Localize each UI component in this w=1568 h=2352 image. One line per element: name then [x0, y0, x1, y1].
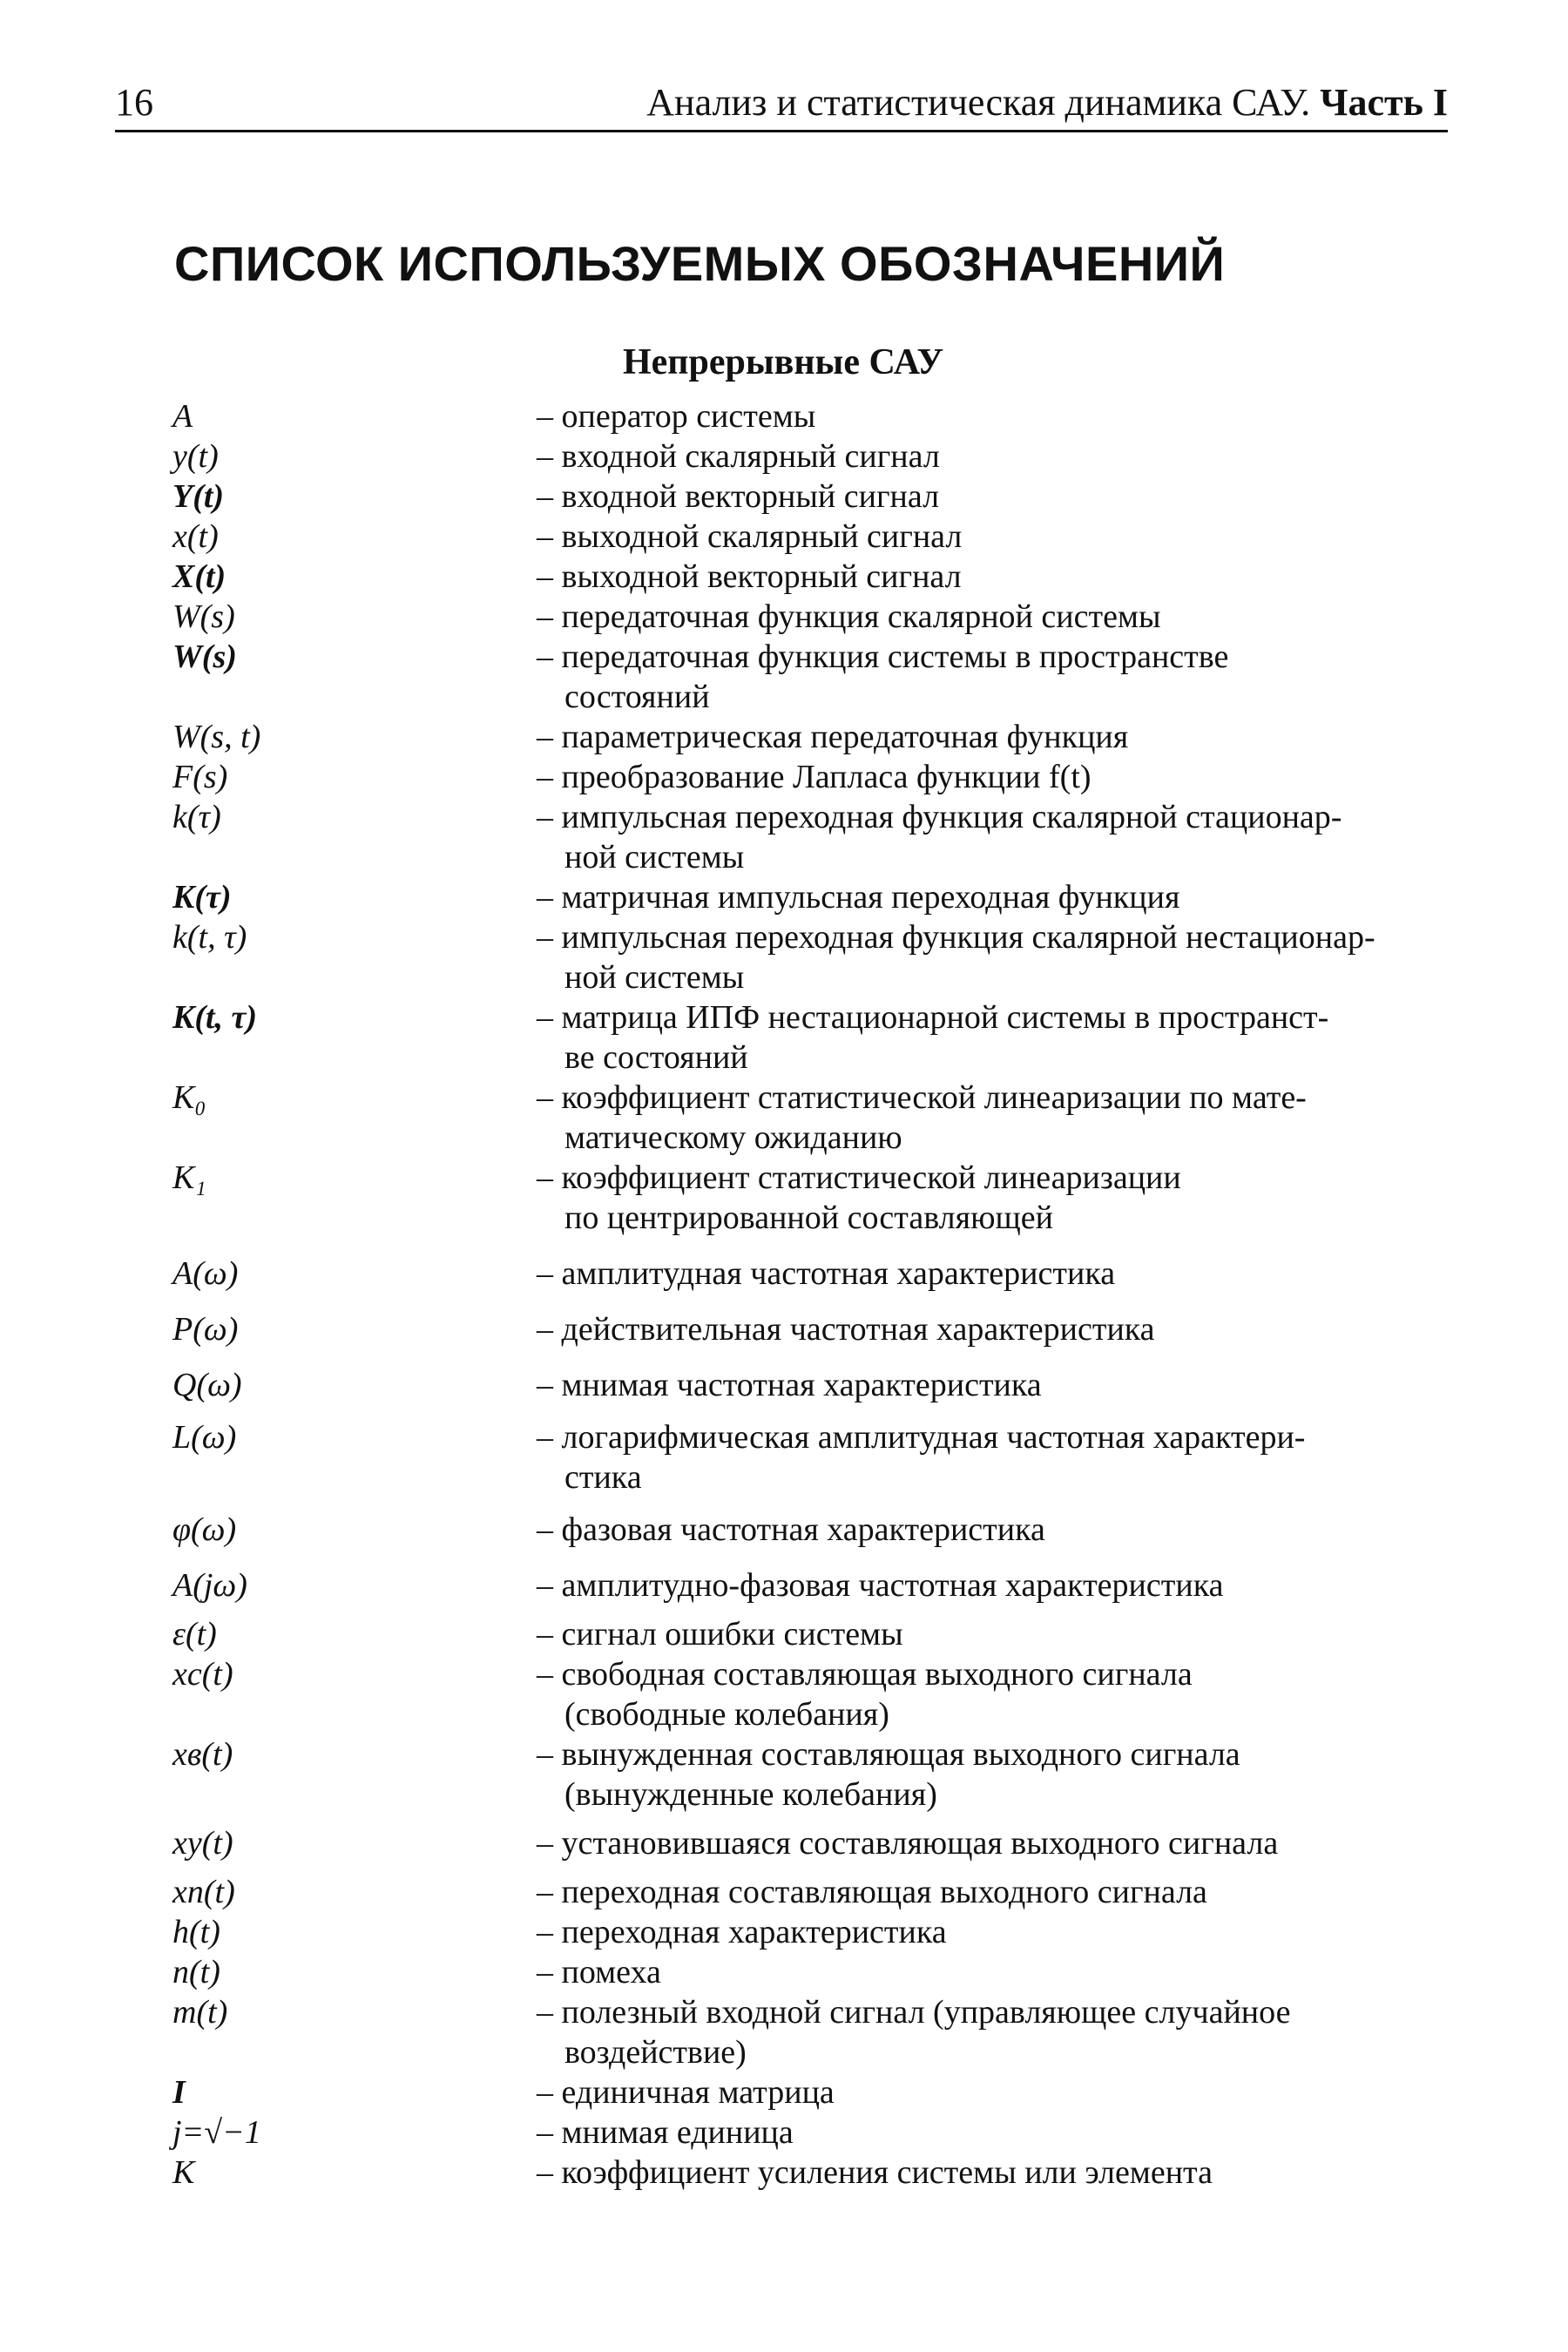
running-header: [115, 80, 1448, 132]
notation-description: [537, 1254, 1436, 1294]
notation-row: [172, 1734, 1436, 1815]
notation-row: [172, 1952, 1436, 1992]
notation-description: [537, 2072, 1436, 2112]
running-title: [646, 80, 1448, 125]
notation-symbol: xв(t): [172, 1736, 233, 1773]
notation-symbol: x(t): [172, 518, 219, 555]
description-line: – амплитудно-фазовая частотная характеристика: [537, 1567, 1224, 1604]
description-line: – матричная импульсная переходная функция: [537, 879, 1180, 916]
page-number: 16: [115, 81, 153, 124]
running-title-part: Часть I: [1320, 81, 1448, 124]
notation-row: [172, 997, 1436, 1078]
notation-symbol: h(t): [172, 1914, 220, 1950]
notation-description: [537, 917, 1436, 997]
page-title: СПИСОК ИСПОЛЬЗУЕМЫХ ОБОЗНАЧЕНИЙ: [174, 236, 1226, 291]
notation-description: [537, 1565, 1436, 1605]
notation-symbol: A(ω): [172, 1255, 239, 1292]
notation-row: [172, 1309, 1436, 1349]
notation-description: [537, 1158, 1436, 1238]
notation-row: [172, 1158, 1436, 1238]
notation-row: [172, 2072, 1436, 2112]
notation-row: [172, 476, 1436, 517]
running-title-text: Анализ и статистическая динамика САУ.: [646, 81, 1311, 124]
notation-row: [172, 1078, 1436, 1158]
description-line: – сигнал ошибки системы: [537, 1616, 903, 1652]
notation-symbol: m(t): [172, 1994, 228, 2031]
notation-description: [537, 1614, 1436, 1654]
notation-symbol: xу(t): [172, 1825, 233, 1862]
description-line: – свободная составляющая выходного сигнала: [537, 1656, 1193, 1693]
notation-row: [172, 1614, 1436, 1654]
notation-description: [537, 1654, 1436, 1734]
notation-symbol: P(ω): [172, 1311, 239, 1348]
notation-description: [537, 1872, 1436, 1912]
notation-symbol: A(jω): [172, 1567, 247, 1604]
notation-symbol: xс(t): [172, 1656, 233, 1693]
description-line: матическому ожиданию: [564, 1119, 902, 1156]
notation-row: [172, 2153, 1436, 2193]
notation-symbol: K(t, τ): [172, 999, 258, 1036]
notation-symbol: K₁: [172, 1159, 206, 1196]
notation-symbol: W(s): [172, 598, 235, 635]
notation-description: [537, 1365, 1436, 1405]
description-line: – коэффициент усиления системы или элемента: [537, 2154, 1213, 2191]
description-line: ве состояний: [564, 1039, 748, 1076]
description-line: ной системы: [564, 959, 745, 996]
notation-description: [537, 1823, 1436, 1863]
notation-description: [537, 1734, 1436, 1815]
notation-symbol: j=√−1: [172, 2114, 261, 2151]
description-line: – передаточная функция системы в пространстве: [537, 639, 1229, 675]
description-line: – единичная матрица: [537, 2074, 835, 2111]
description-line: – мнимая частотная характеристика: [537, 1367, 1042, 1403]
description-line: – выходной векторный сигнал: [537, 558, 962, 595]
description-line: – коэффициент статистической линеаризации по мате-: [537, 1079, 1307, 1116]
notation-description: [537, 517, 1436, 557]
description-line: – фазовая частотная характеристика: [537, 1511, 1045, 1548]
description-line: по центрированной составляющей: [564, 1200, 1053, 1236]
description-line: – импульсная переходная функция скалярной нестационар-: [537, 919, 1375, 956]
notation-row: [172, 517, 1436, 557]
description-line: – входной скалярный сигнал: [537, 438, 940, 475]
notation-description: [537, 1912, 1436, 1952]
notation-symbol: X(t): [172, 558, 226, 595]
description-line: воздействие): [564, 2034, 747, 2071]
notation-description: [537, 997, 1436, 1078]
description-line: – передаточная функция скалярной системы: [537, 598, 1161, 635]
notation-row: [172, 1872, 1436, 1912]
notation-row: [172, 1823, 1436, 1863]
notation-symbol: ε(t): [172, 1616, 217, 1652]
notation-row: [172, 1565, 1436, 1605]
notation-description: [537, 797, 1436, 877]
notation-row: [172, 436, 1436, 476]
notation-symbol: I: [172, 2074, 186, 2111]
notation-row: [172, 1254, 1436, 1294]
notation-row: [172, 637, 1436, 717]
description-line: – амплитудная частотная характеристика: [537, 1255, 1116, 1292]
notation-description: [537, 476, 1436, 517]
description-line: – импульсная переходная функция скалярной стационар-: [537, 799, 1342, 835]
notation-symbol: Y(t): [172, 478, 225, 515]
description-line: (вынужденные колебания): [564, 1776, 937, 1813]
notation-row: [172, 597, 1436, 637]
notation-symbol: Q(ω): [172, 1367, 242, 1403]
notation-description: [537, 637, 1436, 717]
section-heading: Непрерывные САУ: [623, 342, 944, 382]
notation-description: [537, 877, 1436, 917]
description-line: – вынужденная составляющая выходного сигнала: [537, 1736, 1240, 1773]
notation-symbol: F(s): [172, 759, 228, 795]
notation-row: [172, 1510, 1436, 1550]
notation-description: [537, 757, 1436, 797]
notation-symbol: n(t): [172, 1954, 220, 1990]
description-line: – переходная характеристика: [537, 1914, 947, 1950]
notation-symbol: k(t, τ): [172, 919, 247, 956]
notation-row: [172, 1992, 1436, 2072]
notation-description: [537, 557, 1436, 597]
description-line: – действительная частотная характеристика: [537, 1311, 1155, 1348]
notation-row: [172, 1654, 1436, 1734]
notation-description: [537, 1510, 1436, 1550]
description-line: – логарифмическая амплитудная частотная характери-: [537, 1419, 1306, 1456]
notation-symbol: L(ω): [172, 1419, 237, 1456]
notation-symbol: W(s): [172, 639, 237, 675]
description-line: – мнимая единица: [537, 2114, 794, 2151]
description-line: (свободные колебания): [564, 1696, 889, 1733]
notation-row: [172, 757, 1436, 797]
notation-row: [172, 1417, 1436, 1497]
notation-description: [537, 1417, 1436, 1497]
notation-description: [537, 1992, 1436, 2072]
description-line: ной системы: [564, 839, 745, 875]
notation-symbol: k(τ): [172, 799, 221, 835]
notation-description: [537, 2112, 1436, 2153]
description-line: стика: [564, 1459, 642, 1496]
notation-row: [172, 917, 1436, 997]
description-line: – полезный входной сигнал (управляющее случайное: [537, 1994, 1291, 2031]
description-line: – выходной скалярный сигнал: [537, 518, 963, 555]
notation-description: [537, 1078, 1436, 1158]
notation-symbol: K: [172, 2154, 195, 2191]
description-line: – переходная составляющая выходного сигнала: [537, 1874, 1207, 1910]
notation-list: [172, 396, 1436, 2193]
notation-symbol: xп(t): [172, 1874, 235, 1910]
notation-row: [172, 877, 1436, 917]
description-line: – помеха: [537, 1954, 661, 1990]
notation-description: [537, 1309, 1436, 1349]
description-line: – коэффициент статистической линеаризации: [537, 1159, 1181, 1196]
notation-row: [172, 2112, 1436, 2153]
notation-symbol: K(τ): [172, 879, 232, 916]
notation-row: [172, 717, 1436, 757]
description-line: – входной векторный сигнал: [537, 478, 940, 515]
notation-description: [537, 717, 1436, 757]
description-line: – оператор системы: [537, 398, 816, 435]
description-line: – матрица ИПФ нестационарной системы в пространст-: [537, 999, 1329, 1036]
notation-description: [537, 396, 1436, 436]
description-line: состояний: [564, 679, 710, 715]
notation-symbol: K₀: [172, 1079, 206, 1116]
description-line: – преобразование Лапласа функции f(t): [537, 759, 1092, 795]
notation-row: [172, 1365, 1436, 1405]
notation-description: [537, 1952, 1436, 1992]
description-line: – установившаяся составляющая выходного сигнала: [537, 1825, 1279, 1862]
notation-row: [172, 396, 1436, 436]
notation-symbol: φ(ω): [172, 1511, 237, 1548]
notation-symbol: W(s, t): [172, 719, 261, 755]
notation-row: [172, 797, 1436, 877]
notation-description: [537, 2153, 1436, 2193]
notation-symbol: A: [172, 398, 193, 435]
description-line: – параметрическая передаточная функция: [537, 719, 1129, 755]
notation-row: [172, 1912, 1436, 1952]
notation-description: [537, 436, 1436, 476]
notation-symbol: y(t): [172, 438, 219, 475]
notation-description: [537, 597, 1436, 637]
notation-row: [172, 557, 1436, 597]
